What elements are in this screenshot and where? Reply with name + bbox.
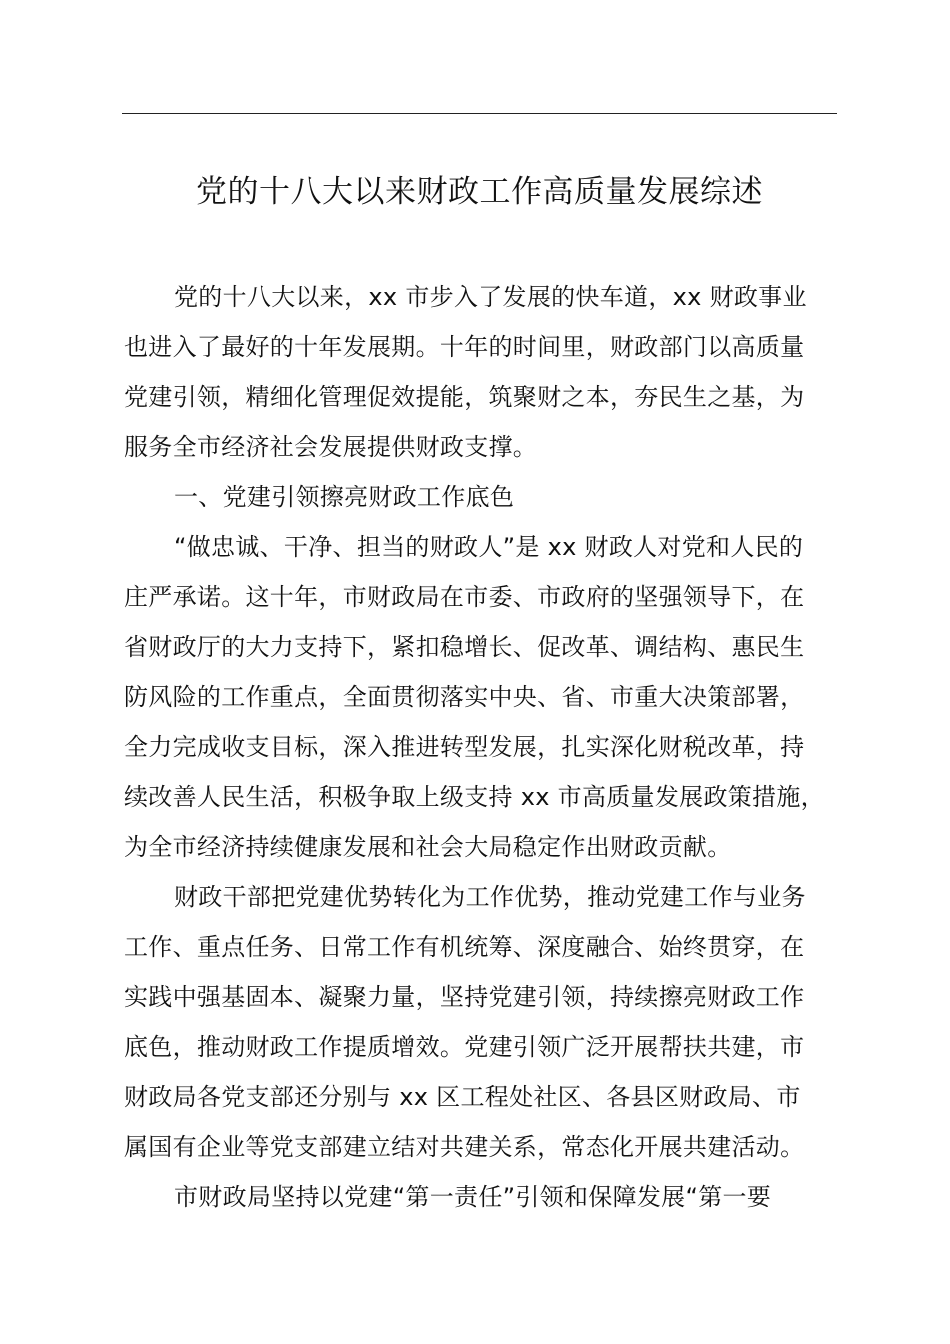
paragraph-line: 全力完成收支目标，深入推进转型发展，扎实深化财税改革，持	[124, 733, 805, 761]
document-title: 党的十八大以来财政工作高质量发展综述	[196, 174, 763, 210]
paragraph-line: 防风险的工作重点，全面贯彻落实中央、省、市重大决策部署，	[124, 683, 805, 711]
header-rule	[122, 113, 837, 114]
section-heading: 一、党建引领擦亮财政工作底色	[174, 483, 515, 511]
paragraph-line: 党的十八大以来，xx 市步入了发展的快车道，xx 财政事业	[174, 283, 807, 311]
paragraph-line: 工作、重点任务、日常工作有机统筹、深度融合、始终贯穿，在	[124, 933, 805, 961]
paragraph-line: 党建引领，精细化管理促效提能，筑聚财之本，夯民生之基，为	[124, 383, 805, 411]
paragraph-line: 省财政厅的大力支持下，紧扣稳增长、促改革、调结构、惠民生	[124, 633, 805, 661]
paragraph-line: 也进入了最好的十年发展期。十年的时间里，财政部门以高质量	[124, 333, 805, 361]
paragraph-line: 市财政局坚持以党建“第一责任”引领和保障发展“第一要	[174, 1183, 772, 1211]
paragraph-line: 庄严承诺。这十年，市财政局在市委、市政府的坚强领导下，在	[124, 583, 805, 611]
paragraph-line: 续改善人民生活，积极争取上级支持 xx 市高质量发展政策措施，	[124, 783, 825, 811]
paragraph-line: 财政局各党支部还分别与 xx 区工程处社区、各县区财政局、市	[124, 1083, 801, 1111]
paragraph-line: 为全市经济持续健康发展和社会大局稳定作出财政贡献。	[124, 833, 732, 861]
paragraph-line: 实践中强基固本、凝聚力量，坚持党建引领，持续擦亮财政工作	[124, 983, 805, 1011]
paragraph-line: 服务全市经济社会发展提供财政支撑。	[124, 433, 538, 461]
paragraph-line: 财政干部把党建优势转化为工作优势，推动党建工作与业务	[174, 883, 806, 911]
paragraph-line: “做忠诚、干净、担当的财政人”是 xx 财政人对党和人民的	[174, 533, 804, 561]
paragraph-line: 底色，推动财政工作提质增效。党建引领广泛开展帮扶共建，市	[124, 1033, 805, 1061]
document-body	[124, 272, 864, 1222]
paragraph-line: 属国有企业等党支部建立结对共建关系，常态化开展共建活动。	[124, 1133, 805, 1161]
